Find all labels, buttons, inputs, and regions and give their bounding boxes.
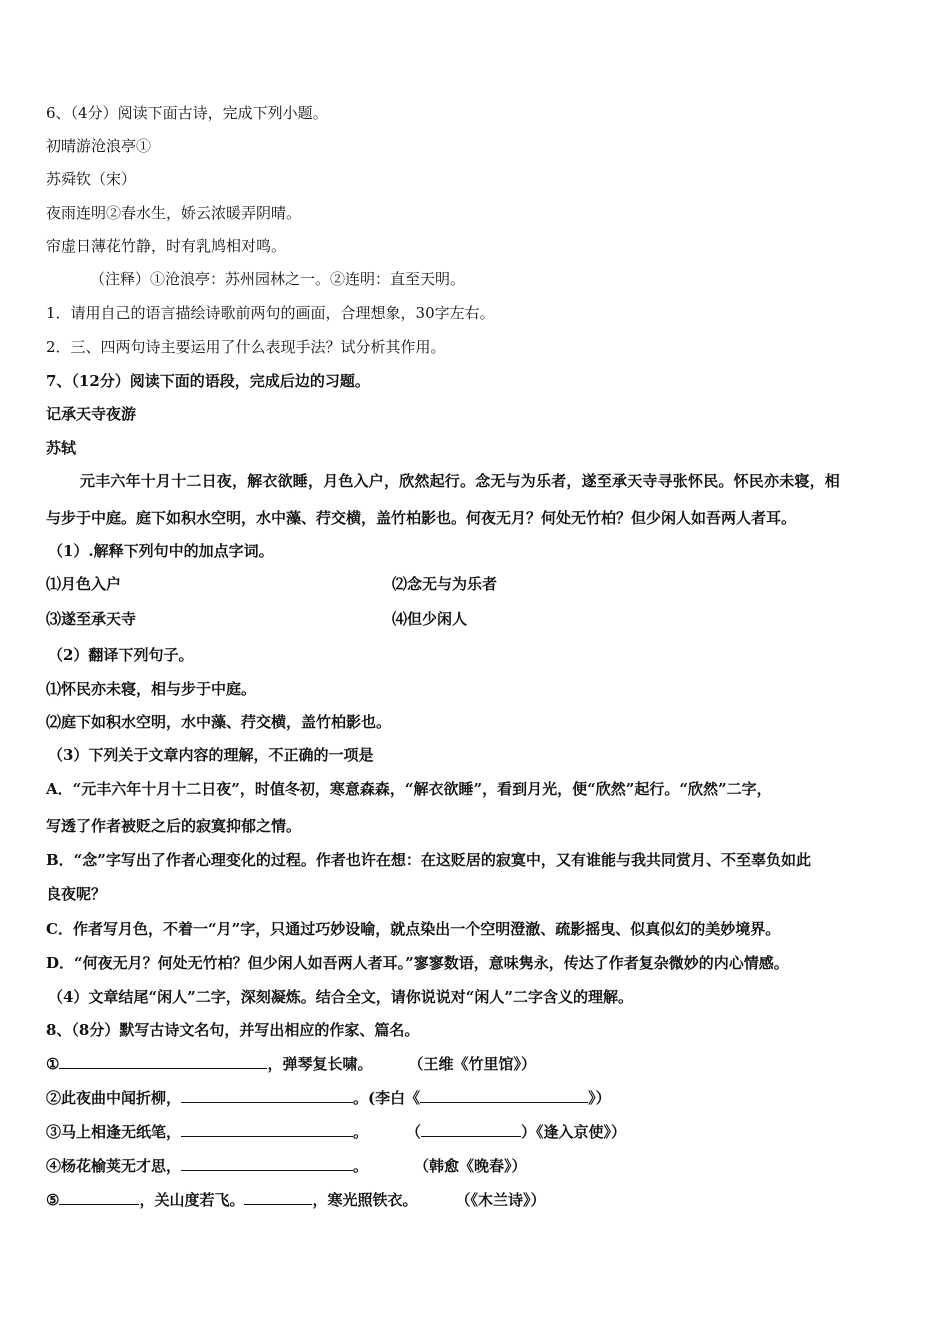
q6-sub-2: 2．三、四两句诗主要运用了什么表现手法？试分析其作用。	[46, 338, 446, 356]
passage-title: 记承天寺夜游	[46, 405, 137, 423]
q6-heading: 6、（4分）阅读下面古诗，完成下列小题。	[46, 104, 328, 122]
q7-part2-item-1: ⑴怀民亦未寝，相与步于中庭。	[46, 680, 257, 698]
option-b-line-2: 良夜呢？	[46, 885, 107, 903]
q8-item-3-period: 。	[353, 1123, 369, 1141]
q8-item-4-text: ④杨花榆荚无才思，	[46, 1157, 182, 1175]
q8-item-5-blank-2[interactable]	[244, 1189, 312, 1205]
q7-part1-item-2: ⑵念无与为乐者	[392, 575, 498, 593]
q7-part4: （4）文章结尾“闲人”二字，深刻凝炼。结合全文，请你说说对“闲人”二字含义的理解。	[48, 988, 633, 1006]
q8-item-5	[46, 1189, 546, 1210]
q8-item-2-author: 。(李白《	[353, 1089, 421, 1107]
option-a-line-1: A．“元丰六年十月十二日夜”，时值冬初，寒意森森，“解衣欲睡”，看到月光，便“欣然”起行。“欣然”二字，	[46, 780, 772, 798]
q8-item-2	[46, 1087, 611, 1108]
q8-item-4-blank[interactable]	[181, 1155, 353, 1171]
q8-item-1-source: （王维《竹里馆》）	[408, 1055, 536, 1073]
q8-item-3	[46, 1121, 626, 1142]
q8-item-2-close: 》）	[588, 1089, 611, 1107]
q8-item-5-end: ，寒光照铁衣。	[312, 1191, 418, 1209]
q8-item-3-source: ）《逢入京使》）	[521, 1123, 627, 1141]
option-c: C．作者写月色，不着一“月”字，只通过巧妙设喻，就点染出一个空明澄澈、疏影摇曳、似真似幻的美妙境界。	[46, 920, 781, 938]
q8-item-5-source: （《木兰诗》）	[455, 1191, 546, 1209]
poem-title: 初晴游沧浪亭①	[46, 137, 152, 155]
q7-part1-item-3: ⑶遂至承天寺	[46, 610, 137, 628]
poem-author: 苏舜钦（宋）	[46, 170, 137, 188]
q7-part1-item-1: ⑴月色入户	[46, 575, 122, 593]
q8-item-4	[46, 1155, 527, 1176]
q7-part1-heading: （1）.解释下列句中的加点字词。	[48, 542, 274, 560]
q8-item-4-source: （韩愈《晚春》）	[414, 1157, 527, 1175]
q8-item-2-blank[interactable]	[181, 1087, 353, 1103]
q7-heading: 7、（12分）阅读下面的语段，完成后边的习题。	[46, 372, 370, 390]
option-b-line-1: B．“念”字写出了作者心理变化的过程。作者也许在想：在这贬居的寂寞中，又有谁能与我共同赏月、不至辜负如此	[46, 851, 811, 869]
q7-part1-item-4: ⑷但少闲人	[392, 610, 468, 628]
q8-item-3-text: ③马上相逢无纸笔，	[46, 1123, 182, 1141]
q8-item-2-text: ②此夜曲中闻折柳，	[46, 1089, 182, 1107]
q8-item-1-blank[interactable]	[59, 1053, 267, 1069]
q8-item-1-text: ，弹琴复长啸。	[267, 1055, 373, 1073]
q8-item-2-title-blank[interactable]	[420, 1087, 588, 1103]
poem-line-2: 帘虚日薄花竹静，时有乳鸠相对鸣。	[46, 237, 287, 255]
q7-part2-heading: （2）翻译下列句子。	[48, 646, 194, 664]
q8-heading: 8、（8分）默写古诗文名句，并写出相应的作家、篇名。	[46, 1021, 420, 1039]
q8-item-3-blank[interactable]	[181, 1121, 353, 1137]
q8-item-5-blank-1[interactable]	[59, 1189, 139, 1205]
q8-item-5-mid: ，关山度若飞。	[139, 1191, 245, 1209]
passage-line-2: 与步于中庭。庭下如积水空明，水中藻、荇交横，盖竹柏影也。何夜无月？何处无竹柏？但少闲人如吾两人者耳。	[46, 509, 797, 527]
q8-item-1	[46, 1053, 536, 1074]
q8-item-1-number: ①	[46, 1055, 60, 1073]
poem-line-1: 夜雨连明②春水生，娇云浓暖弄阴晴。	[46, 204, 302, 222]
passage-author: 苏轼	[46, 439, 77, 457]
q7-part2-item-2: ⑵庭下如积水空明，水中藻、荇交横，盖竹柏影也。	[46, 713, 392, 731]
poem-note: （注释）①沧浪亭：苏州园林之一。②连明：直至天明。	[90, 270, 466, 288]
q8-item-4-period: 。	[353, 1157, 369, 1175]
passage-line-1: 元丰六年十月十二日夜，解衣欲睡，月色入户，欣然起行。念无与为乐者，遂至承天寺寻张怀民。怀民亦未寝，相	[80, 472, 841, 490]
option-a-line-2: 写透了作者被贬之后的寂寞抑郁之情。	[46, 817, 302, 835]
option-d: D．“何夜无月？何处无竹柏？但少闲人如吾两人者耳。”寥寥数语，意味隽永，传达了作者复杂微妙的内心情感。	[46, 954, 789, 972]
q8-item-3-open: （	[406, 1123, 422, 1141]
q7-part3-heading: （3）下列关于文章内容的理解，不正确的一项是	[48, 746, 374, 764]
q6-sub-1: 1．请用自己的语言描绘诗歌前两句的画面，合理想象，30字左右。	[46, 304, 495, 322]
q8-item-5-number: ⑤	[46, 1191, 60, 1209]
q8-item-3-author-blank[interactable]	[421, 1121, 521, 1137]
